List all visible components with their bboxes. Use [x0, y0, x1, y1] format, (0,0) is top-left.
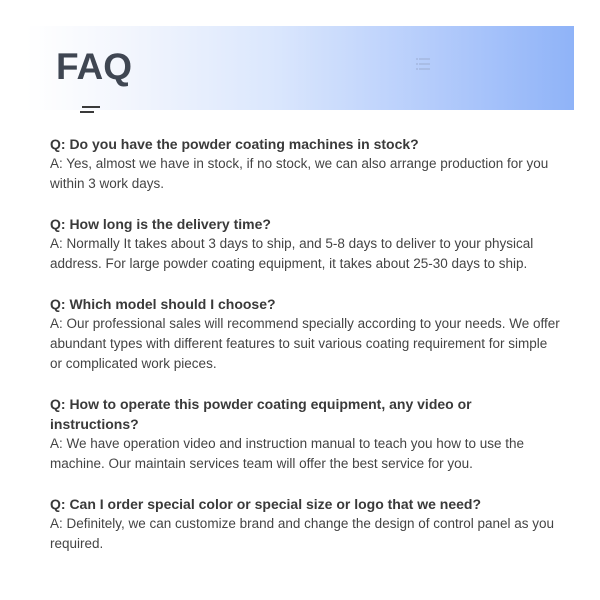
list-icon [416, 58, 430, 70]
faq-question: Q: Do you have the powder coating machines in stock? [50, 136, 419, 152]
faq-item [50, 214, 560, 274]
title-underline-decoration [80, 104, 102, 116]
faq-item [50, 294, 560, 374]
faq-item [50, 134, 560, 194]
faq-answer: A: Definitely, we can customize brand and change the design of control panel as you required. [50, 516, 555, 551]
page-title: FAQ [56, 46, 133, 87]
faq-list [50, 134, 560, 574]
faq-item [50, 494, 560, 554]
faq-question: Q: How long is the delivery time? [50, 216, 271, 232]
faq-answer: A: We have operation video and instruction manual to teach you how to use the machine. Our maintain services team will offer the best service for you. [50, 436, 525, 471]
faq-item [50, 394, 560, 474]
faq-question: Q: How to operate this powder coating equipment, any video or instructions? [50, 396, 472, 432]
faq-answer: A: Yes, almost we have in stock, if no stock, we can also arrange production for you within 3 work days. [50, 156, 549, 191]
faq-question: Q: Which model should I choose? [50, 296, 276, 312]
faq-answer: A: Normally It takes about 3 days to ship, and 5-8 days to deliver to your physical address. For large powder coating equipment, it takes about 25-30 days to ship. [50, 236, 534, 271]
faq-answer: A: Our professional sales will recommend specially according to your needs. We offer abundant types with different features to suit various coating requirement for simple or complicated work pieces. [50, 316, 560, 371]
faq-banner [26, 26, 574, 110]
faq-question: Q: Can I order special color or special size or logo that we need? [50, 496, 481, 512]
